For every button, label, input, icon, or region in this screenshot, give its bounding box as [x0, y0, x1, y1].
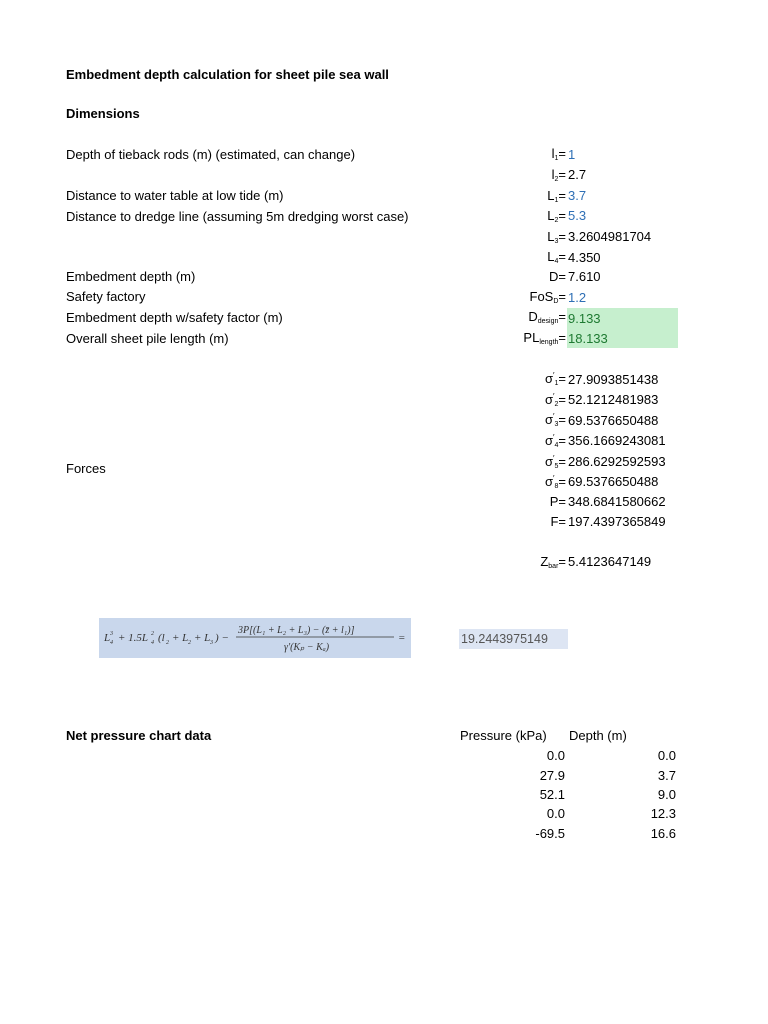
value-sigma2[interactable]: 52.1212481983 [568, 392, 659, 407]
table-cell-depth[interactable]: 12.3 [650, 806, 676, 821]
label-overall-length: Overall sheet pile length (m) [66, 331, 229, 346]
value-sigma1[interactable]: 27.9093851438 [568, 372, 659, 387]
symbol-sigma1: $\sigma'_1=$ [544, 371, 566, 387]
symbol-L4: $L_4=$ [547, 249, 566, 265]
symbol-D: D= [549, 269, 566, 284]
symbol-zbar: $Z_{bar}=$ [540, 554, 566, 570]
table-cell-pressure[interactable]: 0.0 [546, 806, 565, 821]
symbol-P: P= [549, 494, 566, 509]
dimensions-heading: Dimensions [66, 106, 140, 121]
svg-text:2: 2 [166, 640, 169, 646]
page-title: Embedment depth calculation for sheet pile sea wall [66, 67, 389, 82]
symbol-sigma3: $\sigma'_3=$ [544, 412, 566, 428]
value-P[interactable]: 348.6841580662 [568, 494, 666, 509]
value-zbar[interactable]: 5.4123647149 [568, 554, 652, 569]
label-dredge-line: Distance to dredge line (assuming 5m dredging worst case) [66, 209, 409, 224]
label-net-pressure: Net pressure chart data [66, 728, 212, 743]
value-pllength[interactable]: 18.133 [568, 331, 608, 346]
value-fos[interactable]: 1.2 [568, 290, 587, 305]
label-tieback-depth: Depth of tieback rods (m) (estimated, can change) [66, 147, 356, 162]
value-L3[interactable]: 3.2604981704 [568, 229, 652, 244]
svg-text:3: 3 [110, 631, 113, 637]
symbol-L2: $L_2=$ [547, 208, 566, 224]
symbol-fos: FoS$_D$= [529, 289, 566, 305]
svg-text:4: 4 [110, 640, 113, 646]
symbol-pllength: $PL_{length}=$ [523, 330, 566, 346]
symbol-sigma8: $\sigma'_8=$ [544, 474, 566, 490]
value-L2[interactable]: 5.3 [568, 208, 587, 223]
svg-text:) −: ) − [215, 632, 229, 644]
svg-text:γ′(Kₚ − Kₐ): γ′(Kₚ − Kₐ) [284, 642, 330, 653]
table-cell-pressure[interactable]: 27.9 [539, 768, 565, 783]
table-cell-depth[interactable]: 3.7 [657, 768, 676, 783]
svg-text:2: 2 [151, 631, 154, 637]
svg-text:+ L: + L [172, 632, 189, 644]
value-sigma3[interactable]: 69.5376650488 [568, 413, 659, 428]
formula-equation-graphic [102, 620, 408, 656]
symbol-sigma2: $\sigma'_2=$ [544, 392, 566, 408]
label-forces: Forces [66, 461, 106, 476]
table-cell-depth[interactable]: 0.0 [657, 748, 676, 763]
formula-result-cell[interactable]: 19.2443975149 [459, 629, 568, 649]
table-cell-pressure[interactable]: 0.0 [546, 748, 565, 763]
value-sigma8[interactable]: 69.5376650488 [568, 474, 659, 489]
svg-text:=: = [398, 632, 406, 644]
svg-text:+ L: + L [194, 632, 211, 644]
symbol-l2: $l_2=$ [551, 167, 566, 183]
svg-text:(l: (l [158, 632, 165, 644]
symbol-L3: $L_3=$ [547, 229, 566, 245]
value-sigma5[interactable]: 286.6292592593 [568, 454, 666, 469]
value-ddesign[interactable]: 9.133 [568, 311, 601, 326]
table-cell-depth[interactable]: 16.6 [650, 826, 676, 841]
svg-text:3P[(L₁ + L₂ + L₃) − (z̄ + l₁)]: 3P[(L₁ + L₂ + L₃) − (z̄ + l₁)] [238, 625, 355, 636]
label-water-table: Distance to water table at low tide (m) [66, 188, 284, 203]
label-embedment-depth: Embedment depth (m) [66, 269, 196, 284]
table-header-depth: Depth (m) [569, 728, 627, 743]
symbol-sigma4: $\sigma'_4=$ [544, 433, 566, 449]
table-header-pressure: Pressure (kPa) [460, 728, 547, 743]
label-safety-factor: Safety factory [66, 289, 146, 304]
value-L4[interactable]: 4.350 [568, 250, 601, 265]
value-l2[interactable]: 2.7 [568, 167, 587, 182]
value-D[interactable]: 7.610 [568, 269, 601, 284]
value-l1[interactable]: 1 [568, 147, 576, 162]
table-cell-pressure[interactable]: 52.1 [539, 787, 565, 802]
svg-text:3: 3 [210, 640, 213, 646]
table-cell-pressure[interactable]: -69.5 [535, 826, 565, 841]
value-F[interactable]: 197.4397365849 [568, 514, 666, 529]
symbol-l1: $l_1=$ [551, 146, 566, 162]
value-L1[interactable]: 3.7 [568, 188, 587, 203]
svg-text:4: 4 [151, 640, 154, 646]
svg-text:+ 1.5L: + 1.5L [118, 632, 149, 644]
formula-image [99, 618, 411, 658]
table-cell-depth[interactable]: 9.0 [657, 787, 676, 802]
value-sigma4[interactable]: 356.1669243081 [568, 433, 666, 448]
svg-text:2: 2 [188, 640, 191, 646]
symbol-L1: $L_1=$ [547, 188, 566, 204]
symbol-F: F= [550, 514, 566, 529]
label-embedment-sf: Embedment depth w/safety factor (m) [66, 310, 283, 325]
symbol-ddesign: $D_{design}=$ [528, 309, 566, 325]
symbol-sigma5: $\sigma'_5=$ [544, 454, 566, 470]
svg-text:L: L [104, 632, 111, 644]
